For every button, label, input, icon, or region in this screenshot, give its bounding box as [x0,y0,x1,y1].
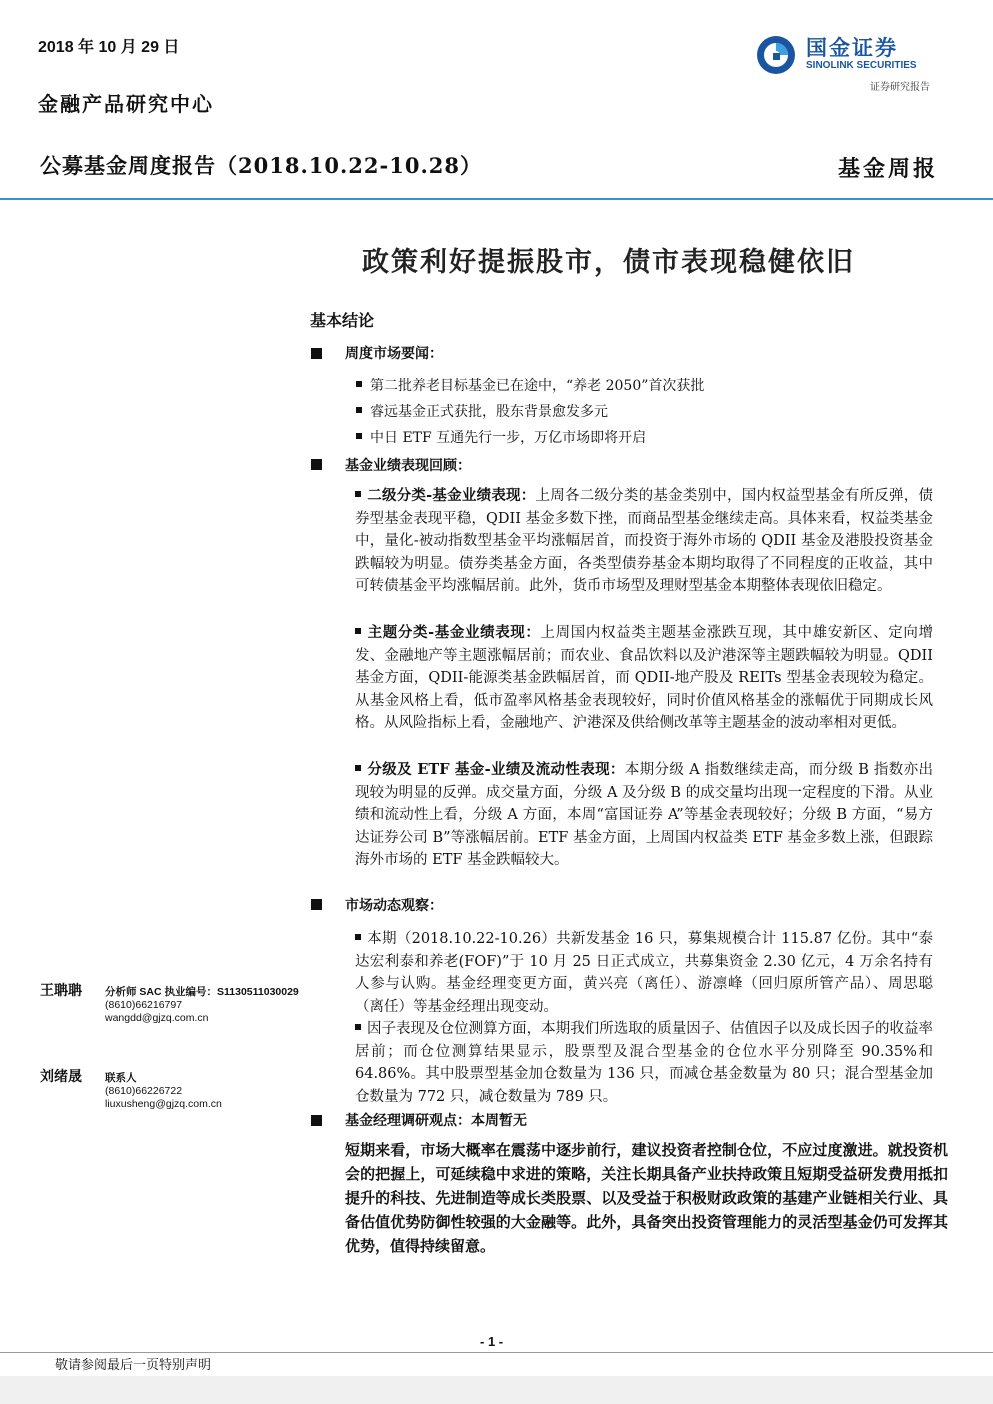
logo-subtitle: 证券研究报告 [870,82,930,93]
performance-paragraph [355,759,933,872]
paragraph-text: 本期（2018.10.22-10.26）共新发基金 16 只，募集规模合计 115.87 亿份。其中“泰达宏利泰和养老(FOF)”于 10 月 25 日正式成立，共募集资金 2.30 亿元，4 万余名持有人参与认购。基金经理变更方面，黄兴亮（离任）、游凛峰（回归原所管产品）、周思聪（离任）等基金经理出现变动。 [355,931,933,1015]
paragraph-text: 本期分级 A 指数继续走高，而分级 B 指数亦出现较为明显的反弹。成交量方面，分级 A 及分级 B 的成交量均出现一定程度的下滑。从业绩和流动性上看，分级 A 方面，本周“富国证券 A”等基金表现较好；分级 B 方面，“易方达证券公司 B”等涨幅居前。ETF 基金方面，上周国内权益类 ETF 基金多数上涨，但跟踪海外市场的 ETF 基金跌幅较大。 [355,762,934,868]
section-square-icon [311,899,322,910]
analyst-role: 分析师 SAC 执业编号：S1130511030029 [105,986,299,998]
report-title: 公募基金周度报告（2018.10.22-10.28） [40,153,482,178]
paragraph-text: 上周各二级分类的基金类别中，国内权益型基金有所反弹，债券型基金表现平稳，QDII 基金多数下挫，而商品型基金继续走高。具体来看，权益类基金中，量化-被动指数型基金平均涨幅居首，而投资于海外市场的 QDII 基金及港股投资基金跌幅较为明显。债券类基金方面，各类型债券基金本期均取得了不同程度的正收益，其中可转债基金平均涨幅居前。此外，货币市场型及理财型基金本期整体表现依旧稳定。 [355,488,933,594]
analyst-info [105,1072,222,1111]
logo-text-en: SINOLINK SECURITIES [806,60,917,71]
footer-divider [0,1352,993,1353]
paragraph-text: 因子表现及仓位测算方面，本期我们所选取的质量因子、估值因子以及成长因子的收益率居前；而仓位测算结果显示，股票型及混合型基金的仓位水平分别降至 90.35%和 64.86%。其中股票型基金加仓数量为 136 只，而减仓基金数量为 80 只；混合型基金加仓数量为 772 只，减仓数量为 789 只。 [355,1021,933,1105]
analyst-role: 联系人 [105,1072,137,1084]
manager-research-heading: 基金经理调研观点：本周暂无 [345,1113,527,1129]
market-watch-paragraph [355,1018,933,1108]
bullet-icon [355,491,361,497]
header-divider [0,198,993,200]
conclusion-text: 短期来看，市场大概率在震荡中逐步前行，建议投资者控制仓位，不应过度激进。就投资机会的把握上，可延续稳中求进的策略，关注长期具备产业扶持政策且短期受益研发费用抵扣提升的科技、先进制造等成长类股票、以及受益于积极财政政策的基建产业链相关行业、具备估值优势防御性较强的大金融等。此外，具备突出投资管理能力的灵活型基金仍可发挥其优势，值得持续留意。 [345,1141,948,1255]
market-watch-heading: 市场动态观察： [345,898,443,914]
paragraph-label: 主题分类-基金业绩表现： [367,624,541,641]
performance-paragraph [355,622,933,735]
list-item [356,427,646,447]
analyst-email[interactable]: wangdd@gjzq.com.cn [105,1012,209,1024]
paragraph-label: 分级及 ETF 基金-业绩及流动性表现： [367,761,625,778]
list-item [356,375,704,395]
performance-heading: 基金业绩表现回顾： [345,458,471,474]
market-watch-paragraph [355,928,933,1018]
bullet-icon [356,407,362,413]
logo-text-cn: 国金证券 [806,37,898,60]
market-news-heading: 周度市场要闻： [345,346,443,362]
analyst-info [105,986,299,1025]
analyst-phone: (8610)66226722 [105,1085,183,1097]
report-date: 2018 年 10 月 29 日 [38,39,180,56]
bullet-icon [355,1024,361,1030]
bullet-icon [356,381,362,387]
section-square-icon [311,459,322,470]
news-item-text: 睿远基金正式获批，股东背景愈发多元 [370,404,608,420]
analyst-phone: (8610)66216797 [105,999,183,1011]
section-title: 基本结论 [310,311,375,330]
bullet-icon [355,934,361,940]
section-square-icon [311,348,322,359]
list-item [356,401,608,421]
analyst-name: 刘绪晟 [40,1069,82,1085]
news-item-text: 中日 ETF 互通先行一步，万亿市场即将开启 [370,430,647,446]
footer-band [0,1376,993,1404]
headline: 政策利好提振股市，债市表现稳健依旧 [362,247,855,278]
analyst-email[interactable]: liuxusheng@gjzq.com.cn [105,1098,222,1110]
performance-paragraph [355,485,933,598]
bullet-icon [356,433,362,439]
department-name: 金融产品研究中心 [38,92,214,116]
paragraph-text: 上周国内权益类主题基金涨跌互现，其中雄安新区、定向增发、金融地产等主题涨幅居前；而农业、食品饮料以及沪港深等主题跌幅较为明显。QDII 基金方面，QDII-能源类基金跌幅居首，而 QDII-地产股及 REITs 型基金表现较为稳定。从基金风格上看，低市盈率风格基金表现较好，同时价值风格基金的涨幅优于同期成长风格。从风险指标上看，金融地产、沪港深及供给侧改革等主题基金的波动率相对更低。 [355,625,933,731]
bullet-icon [355,765,361,771]
analyst-name: 王聃聃 [40,983,82,999]
bullet-icon [355,628,361,634]
page-number: - 1 - [480,1334,504,1349]
report-type: 基金周报 [837,156,938,182]
paragraph-label: 二级分类-基金业绩表现： [367,487,536,504]
section-square-icon [311,1115,322,1126]
disclaimer-note: 敬请参阅最后一页特别声明 [55,1358,212,1373]
news-item-text: 第二批养老目标基金已在途中，“养老 2050”首次获批 [370,378,705,394]
